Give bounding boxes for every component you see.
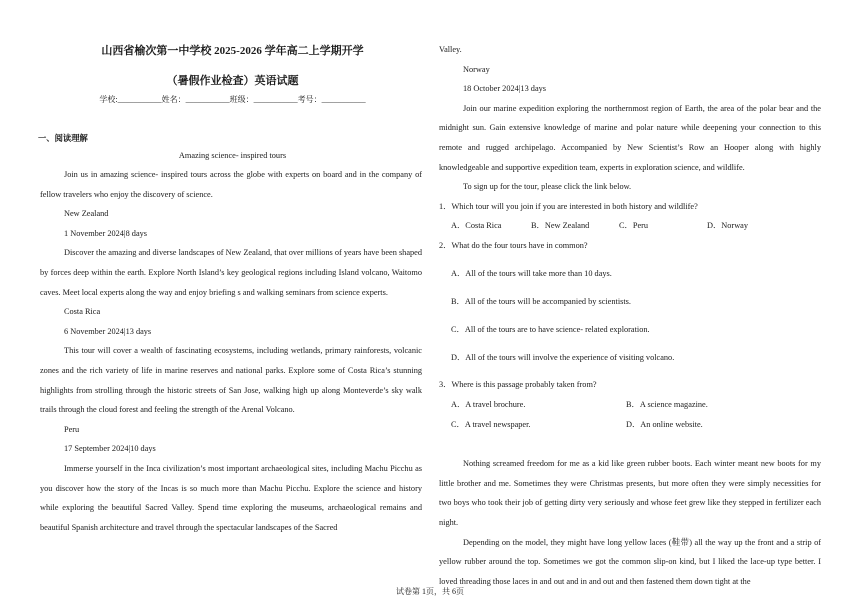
option-b[interactable]: B．New Zealand xyxy=(531,221,590,231)
question-options xyxy=(439,395,821,415)
option-c[interactable]: C．A travel newspaper. xyxy=(451,419,531,429)
tour-date: 1 November 2024|8 days xyxy=(64,228,148,238)
tour-date: 18 October 2024|13 days xyxy=(463,84,547,94)
tour-description: Join our marine expedition exploring the northernmost region of Earth, the area of the polar bear and the midnight sun. Gain extensive knowledge of marine and polar nature while deepening your connection to this remote and rugged archipelago. Accompanied by New Scientist’s Row an Hooper along with highly knowledgeable and supportive expedition team, experts in exploration science, and wildlife. xyxy=(439,103,821,172)
tour-description: This tour will cover a wealth of fascinating ecosystems, including wetlands, primary rainforests, volcanic zones and the rich variety of life in marine reserves and national parks. Explore some of Costa Rica’s stunning highlights from strolling through the historic streets of San Jose, walking high up along Monteverde’s sky walk trails through the cloud forest and feeling the strength of the Arenal Volcano. xyxy=(40,346,422,415)
signup-text: To sign up for the tour, please click the link below. xyxy=(463,182,632,192)
passage2-paragraph: Nothing screamed freedom for me as a kid like green rubber boots. Each winter meant new boots for my little brother and me. Sometimes they were Christmas presents, but more often they were simply necessities for two boys who took their job of getting dirty very seriously and whose feet grew like they stepped in fertilizer each night. xyxy=(439,459,821,527)
question-options xyxy=(439,216,821,236)
spacer xyxy=(439,434,821,454)
option-b[interactable]: B．All of the tours will be accompanied by scientists. xyxy=(451,296,631,306)
option-b[interactable]: B．A science magazine. xyxy=(626,399,708,409)
tour-place: Costa Rica xyxy=(64,307,101,317)
tour-date: 6 November 2024|13 days xyxy=(64,326,152,336)
option-a[interactable]: A．Costa Rica xyxy=(451,221,502,231)
passage-intro: Join us in amazing science- inspired tours across the globe with experts on board and in the company of fellow travelers who enjoy the discovery of science. xyxy=(40,170,422,199)
exam-title-line2: （暑假作业检查）英语试题 xyxy=(166,75,299,87)
option-d[interactable]: D．All of the tours will involve the experience of visiting volcano. xyxy=(451,352,675,362)
exam-title-line1: 山西省榆次第一中学校 2025-2026 学年高二上学期开学 xyxy=(101,45,364,57)
left-column xyxy=(40,165,422,537)
question-options xyxy=(439,415,821,435)
passage-continuation: Valley. xyxy=(439,45,462,54)
question-stem: 1．Which tour will you join if you are interested in both history and wildlife? xyxy=(439,201,698,211)
passage-title: Amazing science- inspired tours xyxy=(178,151,287,160)
option-d[interactable]: D．An online website. xyxy=(626,419,703,429)
page-number: 试卷第 1页，共 6页 xyxy=(396,587,464,596)
question-stem: 3．Where is this passage probably taken from? xyxy=(439,380,597,390)
passage2-paragraph: Depending on the model, they might have long yellow laces (鞋带) all the way up the front and a strip of yellow rubber around the top. Sometimes we got the common slip-on kind, but I liked the lace-up type better. I loved threading those laces in and out and in and out and then fastened them down tight at the xyxy=(439,537,821,586)
option-c[interactable]: C．Peru xyxy=(619,221,649,231)
question-stem: 2．What do the four tours have in common? xyxy=(439,240,588,250)
tour-place: Norway xyxy=(463,64,490,74)
student-info-line: 学校:___________姓名：___________班级：___________考号：___________ xyxy=(99,95,366,104)
section-heading: 一、阅读理解 xyxy=(38,134,88,143)
option-a[interactable]: A．A travel brochure. xyxy=(451,399,526,409)
tour-place: New Zealand xyxy=(64,209,109,219)
option-a[interactable]: A．All of the tours will take more than 10 days. xyxy=(451,268,612,278)
tour-date: 17 September 2024|10 days xyxy=(64,444,156,454)
tour-description: Immerse yourself in the Inca civilization’s most important archaeological sites, including Machu Picchu as you discover how the story of the Incas is so much more than Machu Picchu. Explore the science and history while exploring the beautiful Sacred Valley. Spend time exploring the museums, archaeological remains and beautiful Spanish architecture and travel through the spectacular landscapes of the Sacred xyxy=(40,463,422,532)
option-d[interactable]: D．Norway xyxy=(707,221,749,231)
tour-place: Peru xyxy=(64,424,80,434)
tour-description: Discover the amazing and diverse landscapes of New Zealand, that over millions of years have been shaped by forces deep within the earth. Explore North Island’s key geological regions including Island volcano, Waitomo caves. Meet local experts along the way and enjoy briefing s and walking seminars from science experts. xyxy=(40,248,422,297)
right-column xyxy=(439,40,821,591)
option-c[interactable]: C．All of the tours are to have science- related exploration. xyxy=(451,324,650,334)
